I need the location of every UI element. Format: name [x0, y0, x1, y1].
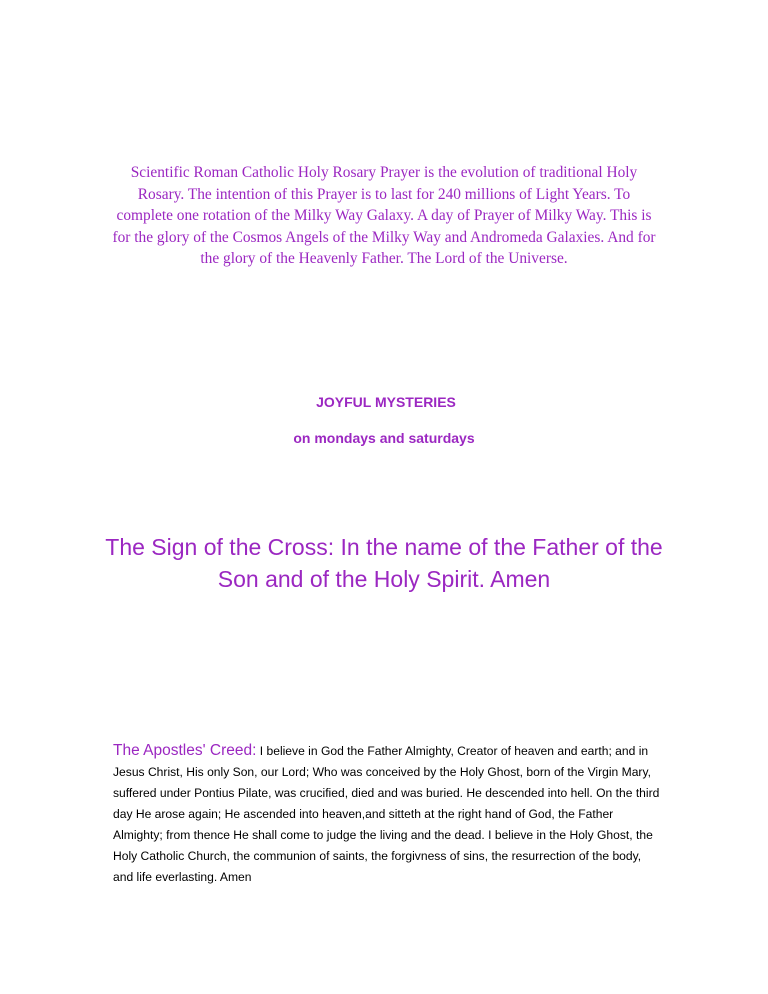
apostles-creed-heading: The Apostles' Creed:: [113, 742, 257, 759]
mysteries-title: JOYFUL MYSTERIES: [316, 394, 456, 410]
apostles-creed-body: I believe in God the Father Almighty, Creator of heaven and earth; and in Jesus Christ, His only Son, our Lord; Who was conceived by the Holy Ghost, born of the Virgin Mary, suffered under Pontius Pilate, was crucified, died and was buried. He descended into hell. On the third day He arose again; He ascended into heaven,and sitteth at the right hand of God, the Father Almighty; from thence He shall come to judge the living and the dead. I believe in the Holy Ghost, the Holy Catholic Church, the communion of saints, the forgivness of sins, the resurrection of the body, and life everlasting. Amen: [113, 744, 660, 884]
intro-paragraph: Scientific Roman Catholic Holy Rosary Prayer is the evolution of traditional Holy Rosary. The intention of this Prayer is to last for 240 millions of Light Years. To complete one rotation of the Milky Way Galaxy. A day of Prayer of Milky Way. This is for the glory of the Cosmos Angels of the Milky Way and Andromeda Galaxies. And for the glory of the Heavenly Father. The Lord of the Universe.: [112, 164, 656, 267]
apostles-creed-paragraph: [113, 740, 661, 888]
mysteries-subtitle: on mondays and saturdays: [293, 430, 475, 446]
sign-of-cross-heading: The Sign of the Cross: In the name of the Father of the Son and of the Holy Spirit. Amen: [105, 534, 663, 592]
